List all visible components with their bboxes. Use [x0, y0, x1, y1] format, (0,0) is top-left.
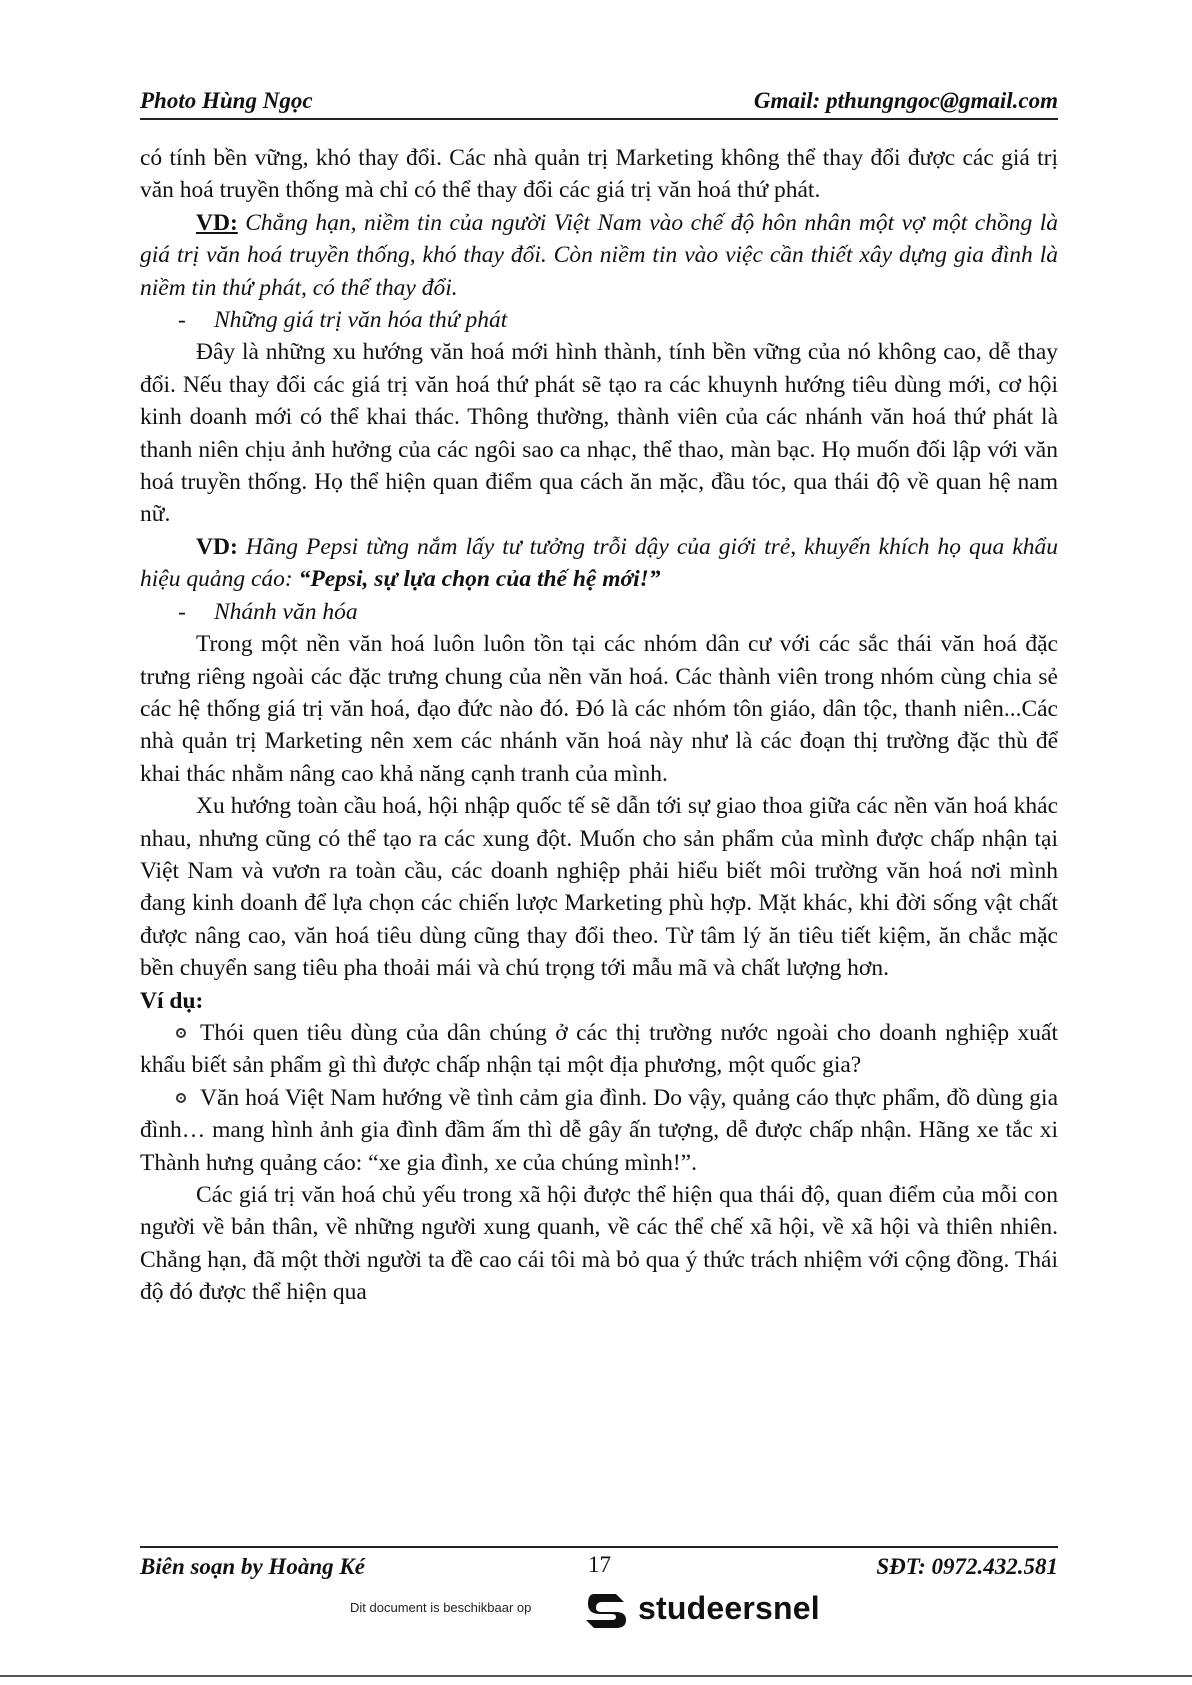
subheading-text: Những giá trị văn hóa thứ phát	[214, 307, 508, 334]
paragraph-1: có tính bền vững, khó thay đổi. Các nhà quản trị Marketing không thể thay đổi được các giá trị văn hoá truyền thống mà chỉ có thể thay đổi các giá trị văn hoá thứ phát.	[140, 145, 1058, 204]
vidu-label: Ví dụ:	[140, 987, 204, 1014]
footer-divider	[140, 1546, 1058, 1548]
example-1	[140, 207, 1058, 304]
bullet-icon	[176, 1028, 186, 1038]
paragraph-4: Xu hướng toàn cầu hoá, hội nhập quốc tế sẽ dẫn tới sự giao thoa giữa các nền văn hoá khác nhau, nhưng cũng có thể tạo ra các xung đột. Muốn cho sản phẩm của mình được chấp nhận tại Việt Nam và vươn ra toàn cầu, các doanh nghiệp phải hiểu biết môi trường văn hoá nơi mình đang kinh doanh để lựa chọn các chiến lược Marketing phù hợp. Mặt khác, khi đời sống vật chất được nâng cao, văn hoá tiêu dùng cũng thay đổi theo. Từ tâm lý ăn tiêu tiết kiệm, ăn chắc mặc bền chuyển sang tiêu pha thoải mái và chú trọng tới mẫu mã và chất lượng hơn.	[140, 793, 1058, 982]
bullet-item-2	[140, 1082, 1058, 1179]
pepsi-slogan: “Pepsi, sự lựa chọn của thế hệ mới!”	[298, 566, 661, 593]
subheading-text: Nhánh văn hóa	[214, 598, 358, 625]
subheading-2	[140, 596, 1058, 628]
bullet-item-1	[140, 1017, 1058, 1082]
example-label: VD:	[196, 209, 238, 236]
footer-phone: SĐT: 0972.432.581	[876, 1554, 1058, 1579]
availability-note: Dit document is beschikbaar op	[350, 1600, 532, 1615]
document-body	[140, 142, 1058, 1309]
studeersnel-logo-icon	[586, 1590, 632, 1630]
example-text: Hãng Pepsi từng nắm lấy tư tưởng trỗi dậy của giới trẻ, khuyến khích họ qua khẩu hiệu quảng cáo:	[140, 533, 1058, 593]
header-left: Photo Hùng Ngọc	[140, 88, 313, 113]
example-label: VD:	[196, 533, 238, 560]
page-header	[140, 84, 1058, 120]
subheading-1	[140, 304, 1058, 336]
dash-marker: -	[178, 307, 186, 334]
header-email: Gmail: pthungngoc@gmail.com	[753, 88, 1058, 113]
paragraph-2: Đây là những xu hướng văn hoá mới hình thành, tính bền vững của nó không cao, dễ thay đổi. Nếu thay đổi các giá trị văn hoá thứ phát sẽ tạo ra các khuynh hướng tiêu dùng mới, cơ hội kinh doanh mới có thể khai thác. Thông thường, thành viên của các nhánh văn hoá thứ phát là thanh niên chịu ảnh hưởng của các ngôi sao ca nhạc, thể thao, màn bạc. Họ muốn đối lập với văn hoá truyền thống. Họ thể hiện quan điểm qua cách ăn mặc, đầu tóc, qua thái độ về quan hệ nam nữ.	[140, 339, 1058, 528]
dash-marker: -	[178, 598, 186, 625]
paragraph-5: Các giá trị văn hoá chủ yếu trong xã hội được thể hiện qua thái độ, quan điểm của mỗi con người về bản thân, về những người xung quanh, về các thể chế xã hội, về xã hội và thiên nhiên. Chẳng hạn, đã một thời người ta đề cao cái tôi mà bỏ qua ý thức trách nhiệm với cộng đồng. Thái độ đó được thể hiện qua	[140, 1182, 1058, 1306]
footer-author: Biên soạn by Hoàng Ké	[140, 1554, 365, 1579]
page-number: 17	[588, 1552, 611, 1577]
bullet-text: Thói quen tiêu dùng của dân chúng ở các thị trường nước ngoài cho doanh nghiệp xuất khẩu biết sản phẩm gì thì được chấp nhận tại một địa phương, một quốc gia?	[140, 1019, 1058, 1079]
bullet-text: Văn hoá Việt Nam hướng về tình cảm gia đình. Do vậy, quảng cáo thực phẩm, đồ dùng gia đình… mang hình ảnh gia đình đầm ấm thì dễ gây ấn tượng, dễ được chấp nhận. Hãng xe tắc xi Thành hưng quảng cáo: “xe gia đình, xe của chúng mình!”.	[140, 1084, 1058, 1176]
studeersnel-banner[interactable]	[350, 1586, 870, 1636]
scan-edge-line	[0, 1675, 1192, 1677]
bullet-icon	[176, 1093, 186, 1103]
paragraph-3: Trong một nền văn hoá luôn luôn tồn tại các nhóm dân cư với các sắc thái văn hoá đặc trưng riêng ngoài các đặc trưng chung của nền văn hoá. Các thành viên trong nhóm cùng chia sẻ các hệ thống giá trị văn hoá, đạo đức nào đó. Đó là các nhóm tôn giáo, dân tộc, thanh niên...Các nhà quản trị Marketing nên xem các nhánh văn hoá này như là các đoạn thị trường đặc thù để khai thác nhằm nâng cao khả năng cạnh tranh của mình.	[140, 631, 1058, 787]
example-text: Chẳng hạn, niềm tin của người Việt Nam vào chế độ hôn nhân một vợ một chồng là giá trị văn hoá truyền thống, khó thay đổi. Còn niềm tin vào việc cần thiết xây dựng gia đình là niềm tin thứ phát, có thể thay đổi.	[140, 209, 1058, 301]
example-2	[140, 531, 1058, 596]
page-footer	[140, 1552, 1058, 1582]
brand-name: studeersnel	[638, 1590, 820, 1626]
